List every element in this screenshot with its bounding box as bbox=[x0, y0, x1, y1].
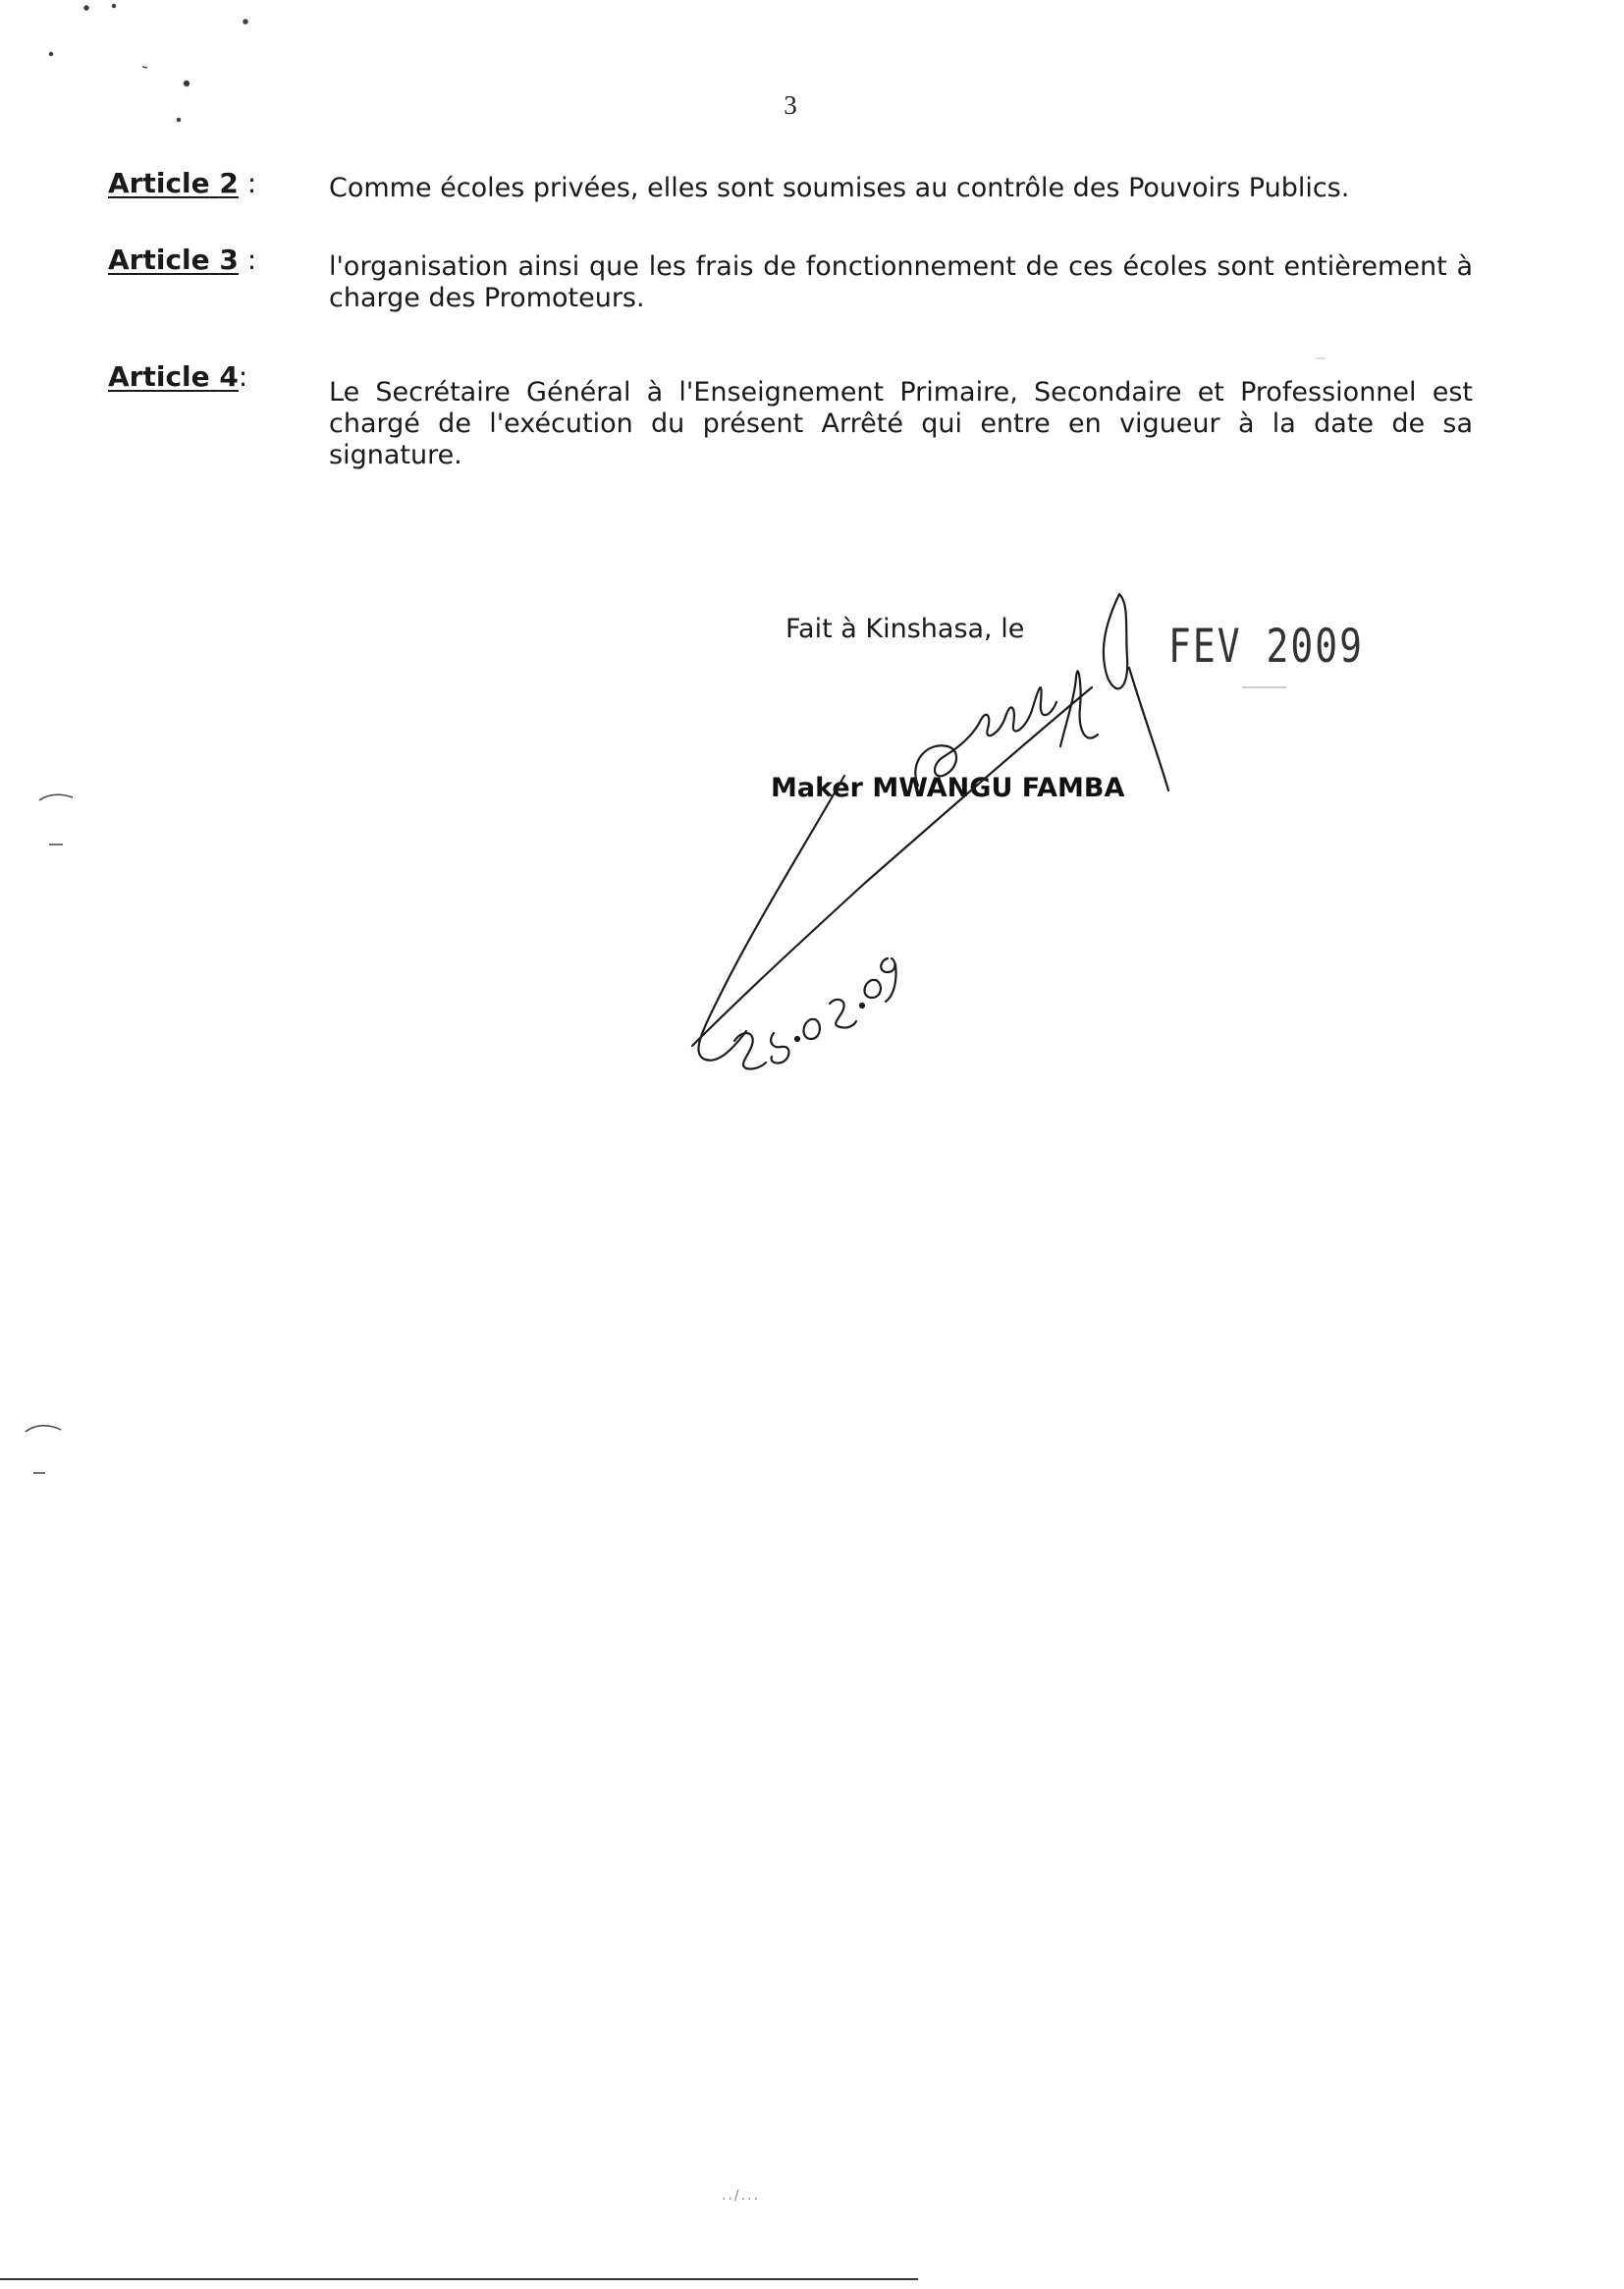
article-2-label-text: Article 2 bbox=[108, 167, 239, 199]
article-4-text: Le Secrétaire Général à l'Enseignement Primaire, Secondaire et Professionnel est chargé de l'exécution du présent Arrêté qui entre en vigueur à la date de sa signature. bbox=[329, 377, 1473, 470]
article-3-label-text: Article 3 bbox=[108, 244, 239, 276]
continuation-mark: ../... bbox=[722, 2188, 760, 2204]
page-number: 3 bbox=[784, 90, 797, 120]
signatory-name: Maker MWANGU FAMBA bbox=[771, 773, 1125, 803]
place-date-label: Fait à Kinshasa, le bbox=[785, 614, 1025, 644]
article-2-text: Comme écoles privées, elles sont soumises au contrôle des Pouvoirs Publics. bbox=[329, 173, 1350, 203]
article-3-label: Article 3 : bbox=[108, 244, 257, 276]
stamped-date: FEV 2009 bbox=[1168, 619, 1365, 673]
article-2-label: Article 2 : bbox=[108, 167, 257, 199]
article-3-text: l'organisation ainsi que les frais de fonctionnement de ces écoles sont entièrement à charge des Promoteurs. bbox=[329, 251, 1473, 313]
bottom-rule bbox=[0, 2278, 918, 2280]
article-4-label: Article 4: bbox=[108, 360, 248, 393]
article-4-label-text: Article 4 bbox=[108, 360, 239, 393]
